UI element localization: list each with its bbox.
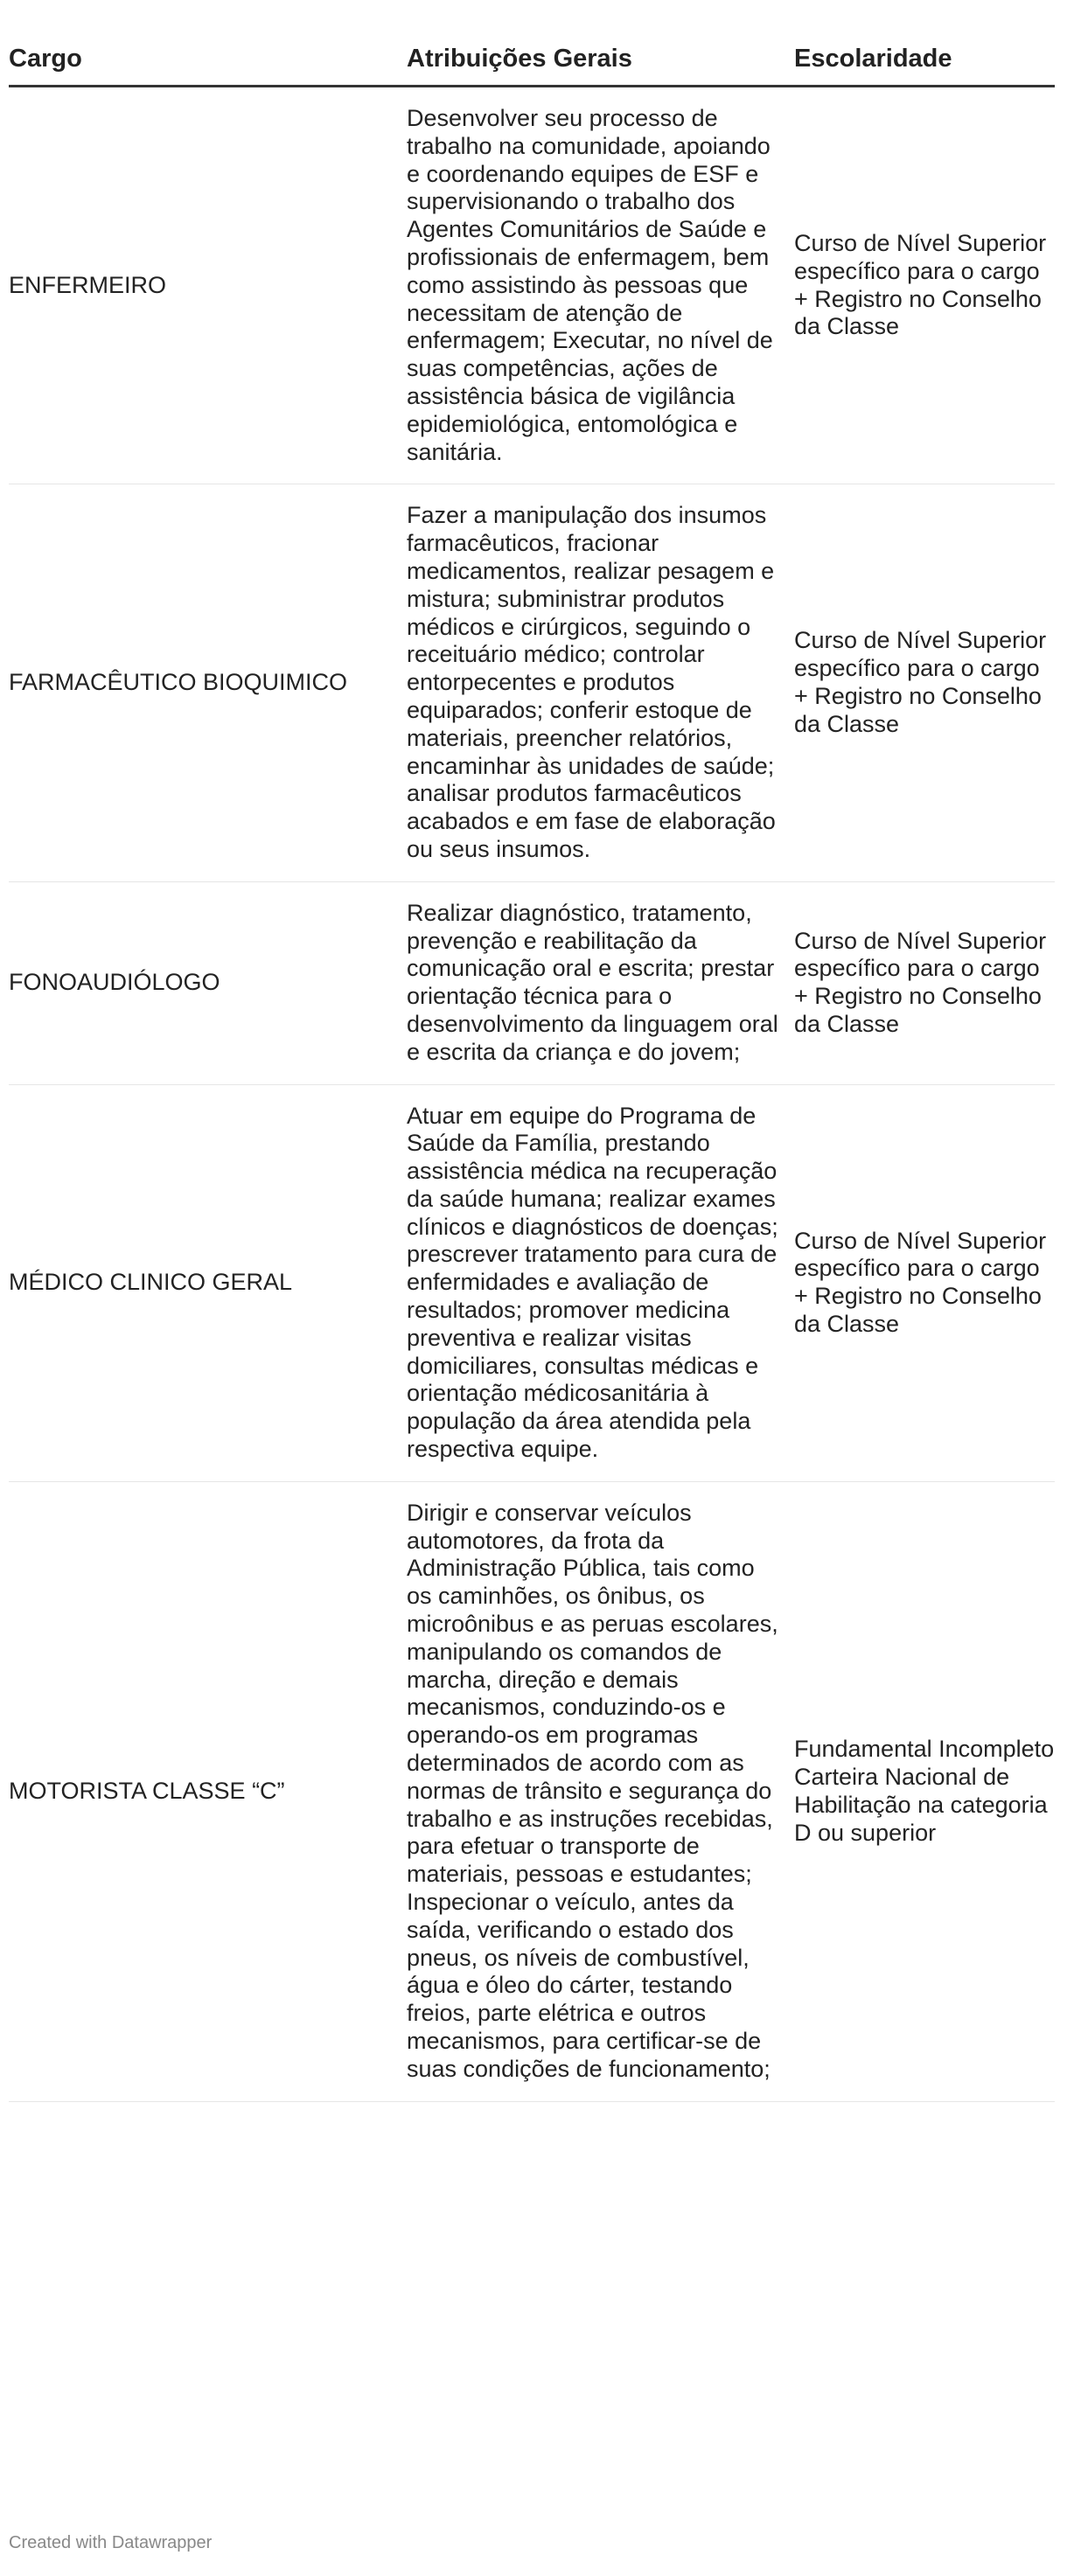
cargo-text: FARMACÊUTICO BIOQUIMICO <box>9 669 348 696</box>
escolaridade-text: Curso de Nível Superior específico para o cargo + Registro no Conselho da Classe <box>794 230 1047 340</box>
cell-atribuicoes <box>407 882 794 1084</box>
atribuicoes-text: Desenvolver seu processo de trabalho na comunidade, apoiando e coordenando equipes de ESF e supervisionando o trabalho dos Agentes Comunitários de Saúde e profissionais de enfermagem, bem como assistindo às pessoas que necessitam de atenção de enfermagem; Executar, no nível de suas competências, ações de assistência básica de vigilância epidemiológica, entomológica e sanitária. <box>407 105 773 465</box>
cell-escolaridade <box>794 1085 1055 1481</box>
escolaridade-text: Curso de Nível Superior específico para o cargo + Registro no Conselho da Classe <box>794 627 1047 737</box>
cell-cargo <box>9 484 407 881</box>
table-row <box>9 484 1055 881</box>
table-row <box>9 1085 1055 1482</box>
escolaridade-text: Fundamental Incompleto Carteira Nacional de Habilitação na categoria D ou superior <box>794 1736 1055 1846</box>
data-table <box>9 33 1055 2102</box>
cargo-text: MÉDICO CLINICO GERAL <box>9 1269 293 1296</box>
cell-escolaridade <box>794 484 1055 881</box>
cell-escolaridade <box>794 87 1055 484</box>
cell-escolaridade <box>794 1482 1055 2101</box>
cell-atribuicoes <box>407 1482 794 2101</box>
cell-cargo <box>9 87 407 484</box>
atribuicoes-text: Dirigir e conservar veículos automotores, da frota da Administração Pública, tais como os caminhões, os ônibus, os microônibus e as peruas escolares, manipulando os comandos de marcha, direção e demais mecanismos, conduzindo-os e operando-os em programas determinados de acordo com as normas de trânsito e segurança do trabalho e as instruções recebidas, para efetuar o transporte de materiais, pessoas e estudantes; Inspecionar o veículo, antes da saída, verificando o estado dos pneus, os níveis de combustível, água e óleo do cárter, testando freios, parte elétrica e outros mecanismos, para certificar-se de suas condições de funcionamento; <box>407 1499 778 2082</box>
cargo-text: FONOAUDIÓLOGO <box>9 969 220 996</box>
header-atribuicoes: Atribuições Gerais <box>407 45 632 73</box>
cell-cargo <box>9 882 407 1084</box>
atribuicoes-text: Atuar em equipe do Programa de Saúde da Família, prestando assistência médica na recuperação da saúde humana; realizar exames clínicos e diagnósticos de doenças; prescrever tratamento para cura de enfermidades e avaliação de resultados; promover medicina preventiva e realizar visitas domiciliares, consultas médicas e orientação médicosanitária à população da área atendida pela respectiva equipe. <box>407 1102 778 1463</box>
cell-atribuicoes <box>407 1085 794 1481</box>
atribuicoes-text: Realizar diagnóstico, tratamento, prevenção e reabilitação da comunicação oral e escrita; prestar orientação técnica para o desenvolvimento da linguagem oral e escrita da criança e do jovem; <box>407 899 778 1065</box>
table-row <box>9 87 1055 484</box>
datawrapper-credit[interactable]: Created with Datawrapper <box>9 2533 213 2552</box>
table-row <box>9 1482 1055 2102</box>
cargo-text: MOTORISTA CLASSE “C” <box>9 1777 285 1804</box>
cell-atribuicoes <box>407 87 794 484</box>
cell-atribuicoes <box>407 484 794 881</box>
cell-escolaridade <box>794 882 1055 1084</box>
cell-cargo <box>9 1085 407 1481</box>
cell-cargo <box>9 1482 407 2101</box>
cargo-text: ENFERMEIRO <box>9 271 167 298</box>
table-row <box>9 882 1055 1085</box>
header-escolaridade: Escolaridade <box>794 45 952 73</box>
escolaridade-text: Curso de Nível Superior específico para o cargo + Registro no Conselho da Classe <box>794 927 1047 1037</box>
table-header <box>9 33 1055 87</box>
header-cargo: Cargo <box>9 45 82 73</box>
escolaridade-text: Curso de Nível Superior específico para o cargo + Registro no Conselho da Classe <box>794 1227 1047 1337</box>
atribuicoes-text: Fazer a manipulação dos insumos farmacêuticos, fracionar medicamentos, realizar pesagem e mistura; subministrar produtos médicos e cirúrgicos, seguindo o receituário médico; controlar entorpecentes e produtos equiparados; conferir estoque de materiais, preencher relatórios, encaminhar às unidades de saúde; analisar produtos farmacêuticos acabados e em fase de elaboração ou seus insumos. <box>407 502 776 862</box>
